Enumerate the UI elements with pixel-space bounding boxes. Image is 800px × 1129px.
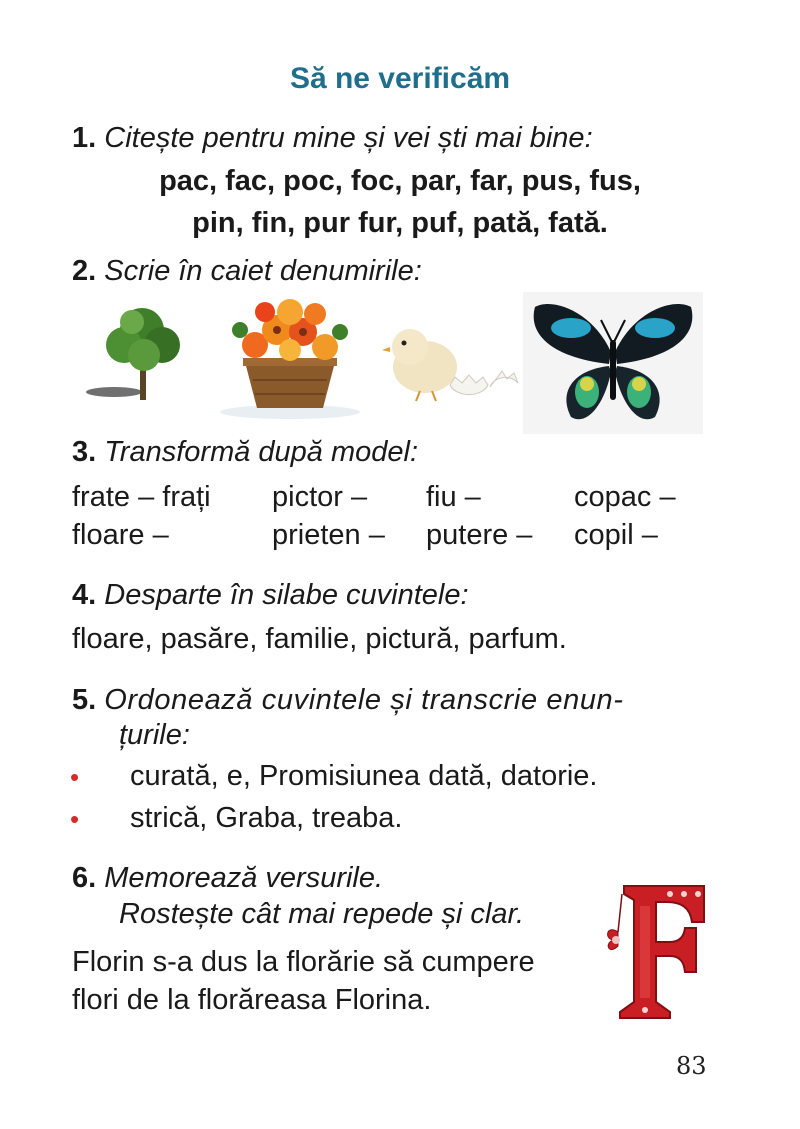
exercise-6-heading [72,861,383,895]
exercise-1-number: 1. [72,122,97,154]
exercise-4-heading [72,578,469,612]
decorative-letter-f-image [600,880,710,1022]
poem-line: Florin s-a dus la florărie să cumpere [72,946,535,978]
exercise-1-heading [72,121,593,155]
bullet-icon: • [70,804,80,834]
exercise-3-number: 3. [72,436,97,468]
exercise-2-number: 2. [72,255,97,287]
exercise-3-cell: putere – [426,519,533,551]
list-item: curată, e, Promisiunea dată, datorie. [130,760,598,792]
exercise-5-heading [72,683,624,717]
page-number: 83 [676,1052,707,1080]
exercise-1-words-line-1: pac, fac, poc, foc, par, far, pus, fus, [159,165,641,197]
page-title: Să ne verificăm [289,62,511,95]
exercise-3-cell: frate – frați [72,481,211,513]
tree-image [84,300,202,405]
poem-line: flori de la florăreasa Florina. [72,984,432,1016]
butterfly-image [523,292,703,434]
exercise-3-cell: prieten – [272,519,385,551]
exercise-1-words-line-2: pin, fin, pur fur, puf, pată, fată. [192,207,608,239]
exercise-3-cell: fiu – [426,481,481,513]
exercise-5-instruction-continued: țurile: [119,719,190,751]
exercise-4-words: floare, pasăre, familie, pictură, parfum. [72,623,567,655]
list-item: strică, Graba, treaba. [130,802,403,834]
exercise-4-number: 4. [72,579,97,611]
flower-basket-image [215,290,365,420]
exercise-3-cell: pictor – [272,481,368,513]
exercise-5-instruction: Ordonează cuvintele și transcrie enun- [104,684,624,716]
exercise-6-number: 6. [72,862,97,894]
exercise-5-number: 5. [72,684,97,716]
exercise-4-instruction: Desparte în silabe cuvintele: [104,579,469,611]
exercise-2-instruction: Scrie în caiet denumirile: [104,255,422,287]
exercise-3-cell: copac – [574,481,676,513]
exercise-3-heading [72,435,418,469]
exercise-1-instruction: Citește pentru mine și vei ști mai bine: [104,122,593,154]
exercise-2-heading [72,254,422,288]
exercise-3-cell: copil – [574,519,658,551]
bullet-icon: • [70,762,80,792]
exercise-6-instruction-continued: Rostește cât mai repede și clar. [119,898,525,930]
exercise-6-instruction: Memorează versurile. [104,862,384,894]
exercise-3-cell: floare – [72,519,169,551]
chick-image [380,325,520,403]
exercise-3-instruction: Transformă după model: [104,436,419,468]
